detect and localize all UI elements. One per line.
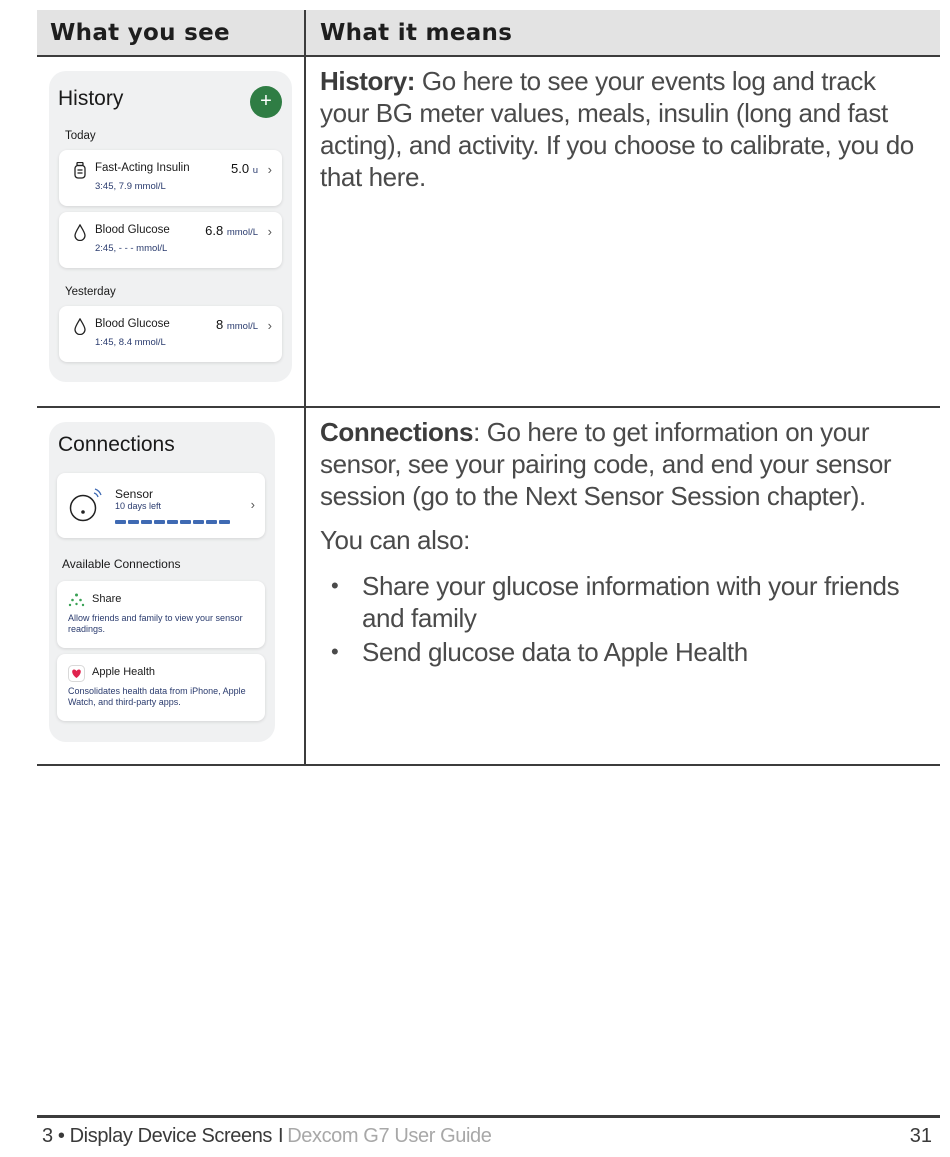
connections-explanation: : Go here to get information on your sensor, see your pairing code, and end your sensor session (go to the Next Sensor Session chapter).	[320, 417, 892, 511]
sensor-life-segment	[128, 520, 139, 524]
sensor-days-left: 10 days left	[115, 501, 162, 511]
header-what-it-means: What it means	[320, 20, 513, 46]
sensor-life-segment	[115, 520, 126, 524]
entry-detail: 1:45, 8.4 mmol/L	[95, 337, 166, 348]
sensor-life-bar	[115, 520, 230, 524]
history-screen-mockup	[49, 71, 292, 382]
footer-chapter: 3 • Display Device Screens	[42, 1125, 273, 1147]
sensor-life-segment	[167, 520, 178, 524]
connections-screen-mockup	[49, 422, 275, 742]
entry-value-number: 6.8	[205, 223, 224, 238]
entry-name: Blood Glucose	[95, 224, 170, 236]
history-description-text	[320, 65, 930, 193]
sensor-life-segment	[219, 520, 230, 524]
chevron-right-icon: ›	[267, 224, 272, 239]
connections-bullet-list	[320, 570, 930, 668]
header-what-you-see: What you see	[37, 10, 306, 55]
chevron-right-icon: ›	[267, 318, 272, 333]
connections-screen-title: Connections	[58, 433, 175, 456]
today-label: Today	[65, 130, 96, 142]
available-connections-label: Available Connections	[62, 557, 181, 571]
bullet-item: • Send glucose data to Apple Health	[320, 636, 930, 668]
entry-value	[216, 317, 258, 332]
share-name: Share	[92, 593, 122, 605]
entry-value	[231, 161, 258, 176]
entry-name: Blood Glucose	[95, 318, 170, 330]
entry-name: Fast-Acting Insulin	[95, 162, 190, 174]
connections-description-text	[320, 416, 930, 512]
you-can-also-text: You can also:	[320, 525, 470, 555]
history-description	[306, 57, 940, 406]
blood-drop-icon	[74, 318, 86, 335]
sensor-life-segment	[154, 520, 165, 524]
entry-detail: 3:45, 7.9 mmol/L	[95, 181, 166, 192]
history-screen-cell	[37, 57, 306, 406]
history-entry[interactable]	[59, 212, 282, 268]
connections-description	[306, 408, 940, 764]
sensor-icon	[68, 487, 102, 523]
entry-value-number: 5.0	[231, 161, 250, 176]
sensor-name: Sensor	[115, 487, 154, 501]
chevron-right-icon: ›	[250, 497, 255, 512]
footer-rule	[37, 1115, 940, 1118]
yesterday-label: Yesterday	[65, 286, 116, 298]
share-card[interactable]	[57, 581, 265, 648]
bullet-item: • Share your glucose information with your friends and family	[320, 570, 930, 634]
apple-health-icon	[68, 665, 85, 682]
sensor-card[interactable]	[57, 473, 265, 538]
insulin-pen-icon	[74, 162, 86, 179]
page-number: 31	[909, 1125, 932, 1147]
sensor-life-segment	[193, 520, 204, 524]
add-event-button[interactable]: +	[250, 86, 282, 118]
entry-detail: 2:45, - - - mmol/L	[95, 243, 168, 254]
blood-drop-icon	[74, 224, 86, 241]
screen-guide-table	[37, 10, 940, 766]
apple-health-name: Apple Health	[92, 666, 155, 678]
share-icon	[68, 592, 85, 609]
history-entry[interactable]	[59, 150, 282, 206]
apple-health-card[interactable]	[57, 654, 265, 721]
history-explanation: Go here to see your events log and track your BG meter values, meals, insulin (long and fast acting), and activity. If you choose to calibrate, you do that here.	[320, 66, 914, 192]
share-description: Allow friends and family to view your sensor readings.	[68, 613, 243, 634]
entry-value-number: 8	[215, 317, 224, 332]
history-term: History:	[320, 66, 416, 96]
entry-unit: mmol/L	[226, 321, 258, 332]
sensor-life-segment	[206, 520, 217, 524]
sensor-life-segment	[141, 520, 152, 524]
footer-separator: I	[278, 1125, 284, 1147]
connections-screen-cell	[37, 408, 306, 764]
connections-term: Connections	[320, 417, 474, 447]
history-entry[interactable]	[59, 306, 282, 362]
footer-breadcrumb	[42, 1125, 492, 1148]
apple-health-description: Consolidates health data from iPhone, Apple Watch, and third-party apps.	[68, 686, 246, 707]
history-screen-title: History	[58, 87, 124, 110]
entry-unit: u	[252, 165, 258, 176]
table-header	[37, 10, 940, 57]
entry-value	[205, 223, 258, 238]
footer-guide-name: Dexcom G7 User Guide	[287, 1125, 492, 1147]
table-row-history	[37, 57, 940, 408]
table-row-connections	[37, 408, 940, 766]
entry-unit: mmol/L	[226, 227, 258, 238]
sensor-life-segment	[180, 520, 191, 524]
chevron-right-icon: ›	[267, 162, 272, 177]
